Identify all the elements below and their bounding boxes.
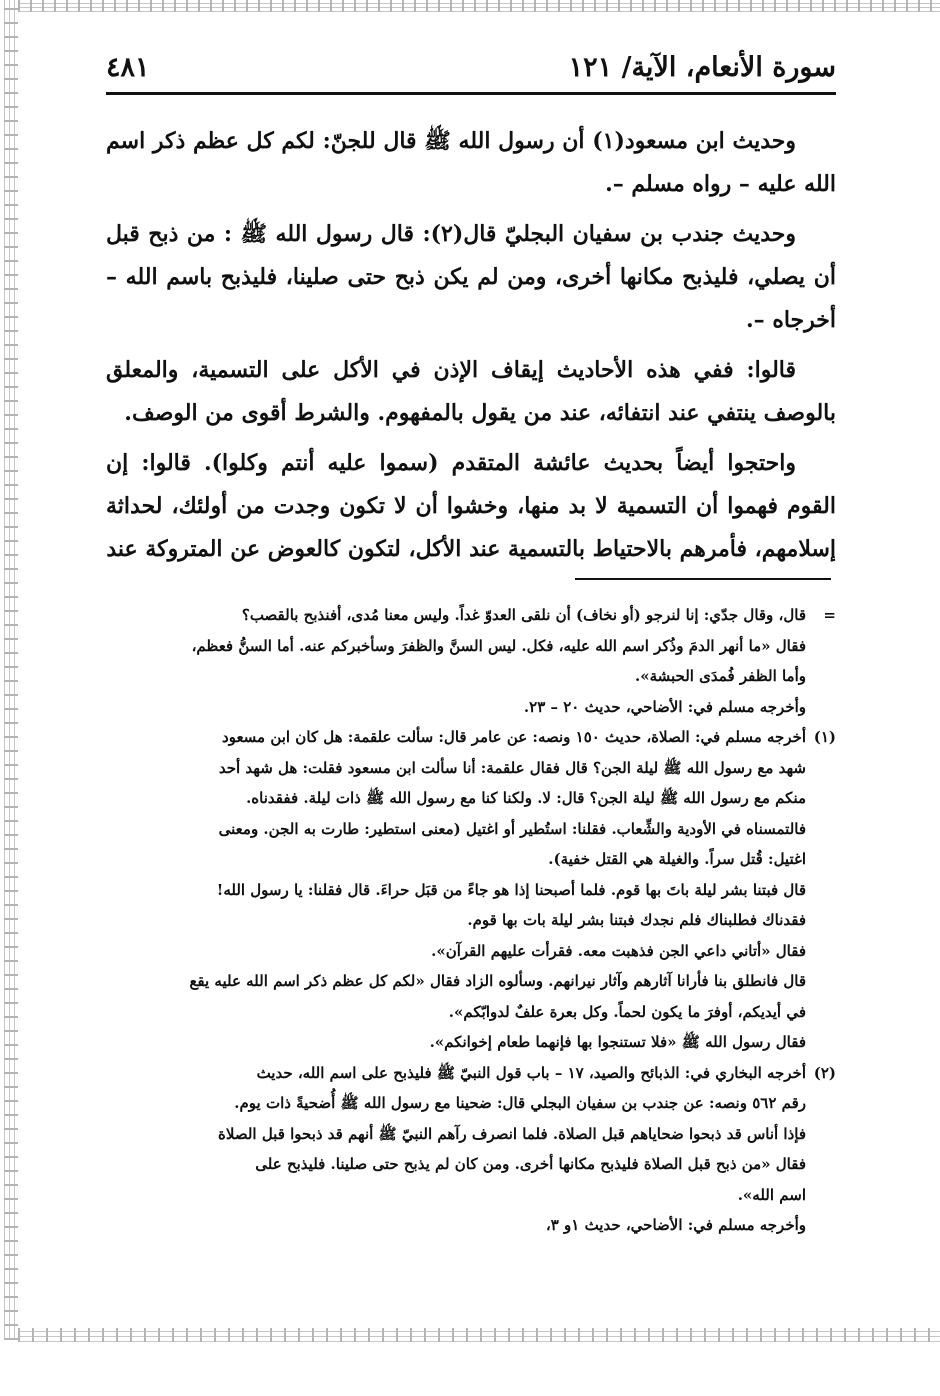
page-header bbox=[106, 52, 836, 92]
paragraph: واحتجوا أيضاً بحديث عائشة المتقدم (سموا عليه أنتم وكلوا). قالوا: إن القوم فهموا أن التسمية لا بد منها، وخشوا أن لا تكون وجدت من أولئك، لحداثة إسلامهم، فأمرهم بالاحتياط بالتسمية عند الأكل، لتكون كالعوض عن المتروكة عند bbox=[106, 450, 836, 562]
footnote-line: أخرجه البخاري في: الذبائح والصيد، ١٧ – باب قول النبيّ ﷺ فليذبح على اسم الله، حديث bbox=[256, 1063, 806, 1082]
footnote-line: رقم ٥٦٢ ونصه: عن جندب بن سفيان البجلي قال: ضحينا مع رسول الله ﷺ أُضحيةً ذات يوم. bbox=[234, 1094, 806, 1112]
footnote-line: فالتمسناه في الأودية والشِّعاب. فقلنا: استُطير أو اغتيل (معنى استطير: طارت به الجن. ومعنى bbox=[218, 819, 806, 838]
footnote-line: وأخرجه مسلم في: الأضاحي، حديث ١و ٣، bbox=[545, 1216, 806, 1234]
footnote-line: فقال رسول الله ﷺ «فلا تستنجوا بها فإنهما طعام إخوانكم». bbox=[429, 1033, 806, 1051]
footnote-separator bbox=[575, 578, 831, 580]
main-text bbox=[106, 120, 836, 578]
footnote-line: فقال «أتاني داعي الجن فذهبت معه. فقرأت عليهم القرآن». bbox=[431, 941, 806, 960]
header-rule bbox=[106, 92, 836, 95]
footnote-line: قال فانطلق بنا فأرانا آثارهم وآثار نيرانهم. وسألوه الزاد فقال «لكم كل عظم ذكر اسم الله عليه يقع bbox=[189, 972, 806, 990]
page-number: ٤٨١ bbox=[106, 52, 150, 83]
footnote-line: أخرجه مسلم في: الصلاة، حديث ١٥٠ ونصه: عن عامر قال: سألت علقمة: هل كان ابن مسعود bbox=[222, 728, 806, 746]
footnotes bbox=[100, 600, 836, 1241]
footnote-line: قال فبتنا بشر ليلة باتَ بها قوم. فلما أصبحنا إذا هو جاءً من قبَل حراءَ. قال فقلنا: يا رسول الله! bbox=[216, 880, 806, 899]
footnote-line: في أيديكم، أوفرَ ما يكون لحماً. وكل بعرة علفٌ لدوابّكم». bbox=[448, 1002, 806, 1021]
footnote-line: فقدناك فطلبناك فلم نجدك فبتنا بشر ليلة بات بها قوم. bbox=[467, 911, 806, 929]
footnote-2 bbox=[100, 1058, 836, 1241]
footnote-line: منكم مع رسول الله ﷺ ليلة الجن؟ قال: لا. ولكنا كنا مع رسول الله ﷺ ذات ليلة. ففقدناه. bbox=[246, 789, 806, 807]
footnote-continued bbox=[100, 600, 836, 722]
footnote-line: قال، وقال جدّي: إنا لنرجو (أو نخاف) أن نلقى العدوّ غداً. وليس معنا مُدى، أفنذبح بالقصب؟ bbox=[241, 606, 806, 624]
ornamental-border-bottom bbox=[18, 1328, 940, 1342]
footnote-marker: = bbox=[823, 606, 836, 624]
footnote-line: اغتيل: قُتل سراً. والغيلة هي القتل خفية). bbox=[548, 850, 806, 868]
ornamental-border-left bbox=[4, 0, 18, 1340]
footnote-marker: (٢) bbox=[813, 1063, 836, 1082]
footnote-line: فقال «ما أنهر الدمَ وذُكر اسم الله عليه، فكل. ليس السنَّ والظفرَ وسأخبركم عنه. أما السنُّ فعظم، bbox=[191, 636, 806, 655]
running-title: سورة الأنعام، الآية/ ١٢١ bbox=[568, 52, 836, 83]
footnote-line: فقال «من ذبح قبل الصلاة فليذبح مكانها أخرى. ومن كان لم يذبح حتى صلينا. فليذبح على bbox=[255, 1155, 806, 1173]
paragraph: وحديث ابن مسعود(١) أن رسول الله ﷺ قال للجنّ: لكم كل عظم ذكر اسم الله عليه – رواه مسلم –. bbox=[106, 128, 836, 197]
footnote-line: وأما الظفر فُمدَى الحبشة». bbox=[634, 667, 806, 685]
footnote-line: وأخرجه مسلم في: الأضاحي، حديث ٢٠ – ٢٣. bbox=[523, 697, 806, 716]
footnote-line: فإذا أناس قد ذبحوا ضحاياهم قبل الصلاة. فلما انصرف رآهم النبيّ ﷺ أنهم قد ذبحوا قبل الصلاة bbox=[218, 1124, 806, 1143]
paragraph: قالوا: ففي هذه الأحاديث إيقاف الإذن في الأكل على التسمية، والمعلق بالوصف ينتفي عند انتفائه، عند من يقول بالمفهوم. والشرط أقوى من الوصف. bbox=[106, 357, 836, 426]
ornamental-border-top bbox=[18, 0, 940, 12]
paragraph: وحديث جندب بن سفيان البجليّ قال(٢): قال رسول الله ﷺ : من ذبح قبل أن يصلي، فليذبح مكانها أخرى، ومن لم يكن ذبح حتى صلينا، فليذبح باسم الله – أخرجاه –. bbox=[106, 221, 836, 333]
footnote-line: اسم الله». bbox=[737, 1185, 806, 1204]
footnote-marker: (١) bbox=[813, 728, 836, 746]
footnote-line: شهد مع رسول الله ﷺ ليلة الجن؟ قال فقال علقمة: أنا سألت ابن مسعود فقلت: هل شهد أحد bbox=[218, 758, 806, 777]
footnote-1 bbox=[100, 722, 836, 1058]
